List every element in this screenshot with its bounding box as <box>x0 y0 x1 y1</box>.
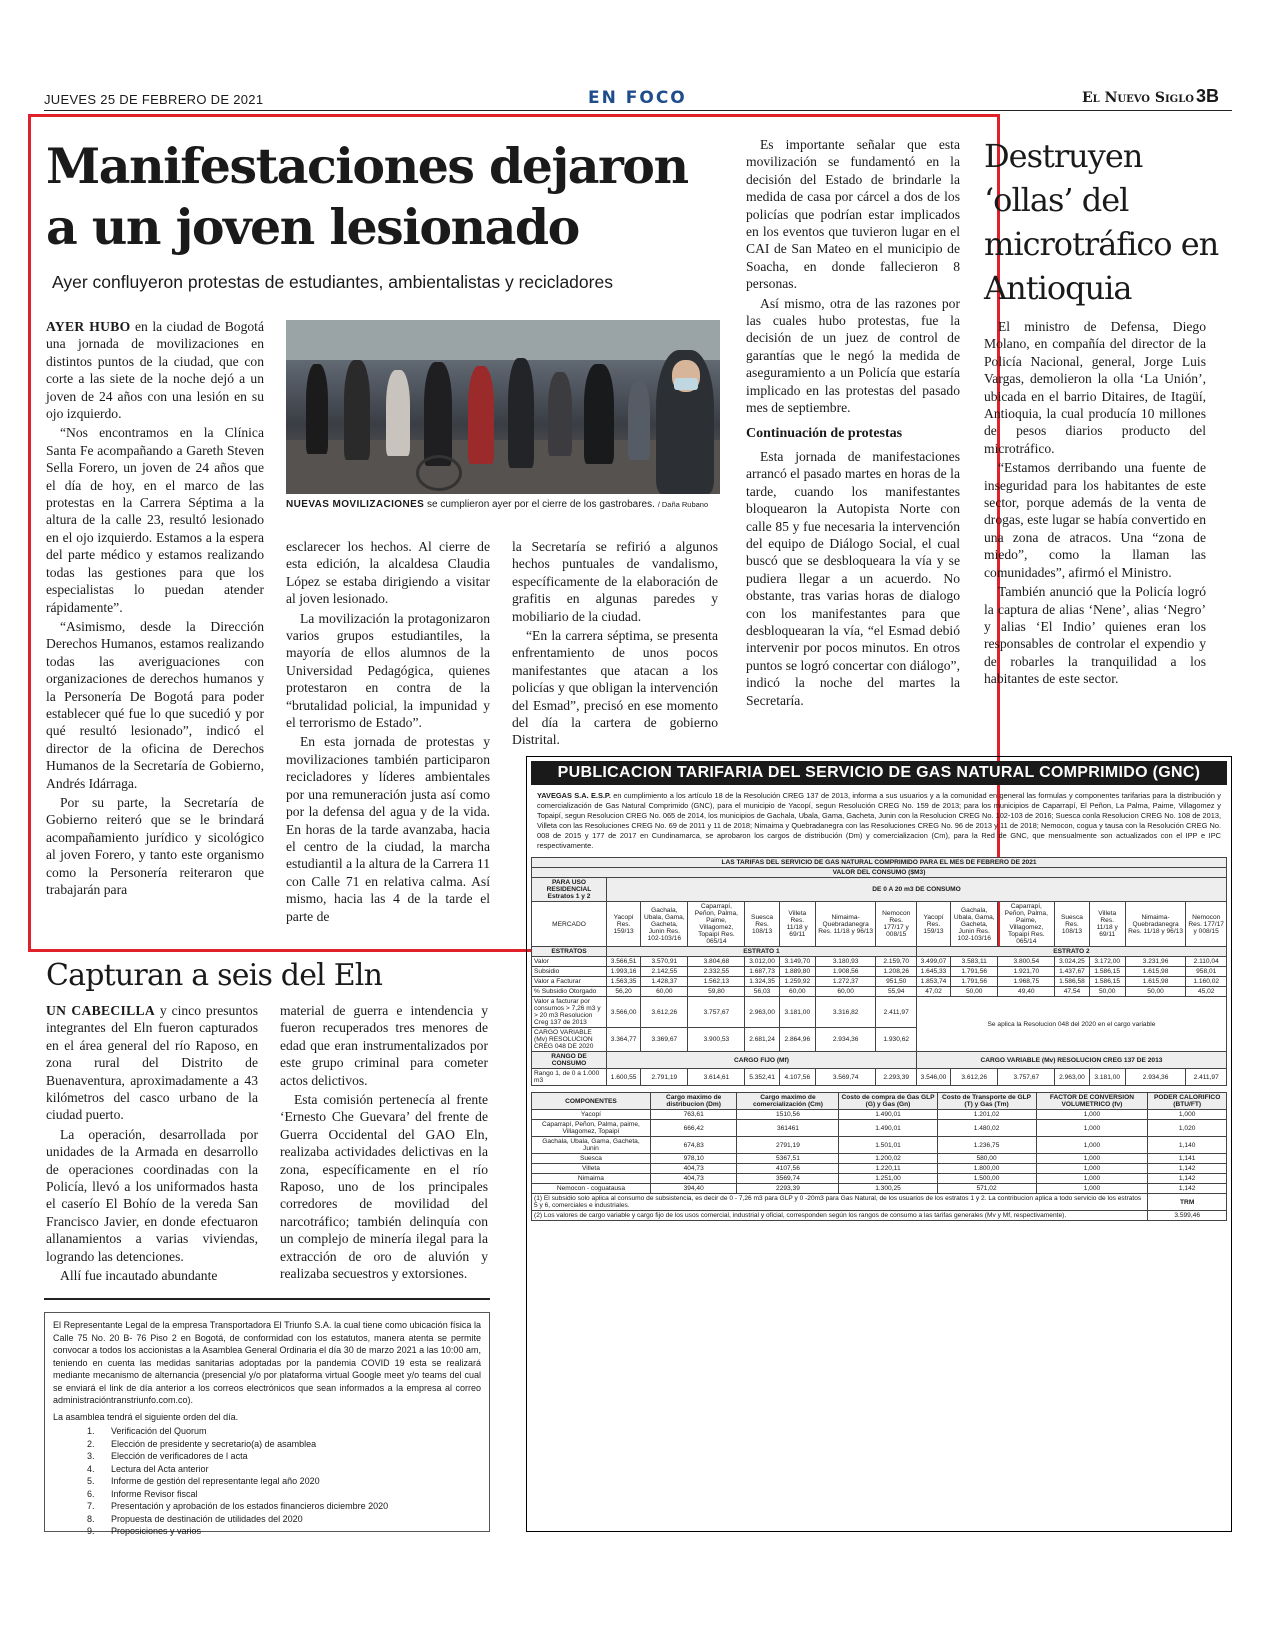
table-cell: 580,00 <box>937 1154 1036 1164</box>
table-cell: Nimaima <box>532 1174 651 1184</box>
table-cell: 56,03 <box>745 987 779 997</box>
paragraph: En esta jornada de protestas y movilizaciones también participaron recicladores y líderes ambientales por una remuneración justa así como por la defensa del agua y de la vida. En horas de la tarde avanzaba, hacia el centro de la ciudad, la marcha estudiantil a la altura de la Carrera 11 con Calle 71 en relativa calma. Así mismo, hacia las 4 de la tarde el parte de <box>286 734 490 924</box>
agenda-list <box>53 1425 481 1538</box>
table-cell: 45,02 <box>1186 987 1227 997</box>
paragraph: la Secretaría se refirió a algunos hechos puntuales de vandalismo, específicamente de la elaboración de grafitis en algunas paredes y mobiliario de la ciudad. <box>512 539 718 624</box>
table-cell: 1.586,58 <box>1055 977 1089 987</box>
table-cell: 59,80 <box>688 987 745 997</box>
table-cell: Villeta Res. 11/18 y 69/11 <box>779 902 815 947</box>
table-cell: 3.569,74 <box>815 1069 876 1086</box>
agenda-item: 9. Proposiciones y varios <box>97 1525 481 1538</box>
table-cell: 3.614,61 <box>688 1069 745 1086</box>
table-cell: 2.934,36 <box>815 1028 876 1052</box>
table-cell: 1.889,80 <box>779 967 815 977</box>
paragraph: También anunció que la Policía logró la captura de alias ‘Nene’, alias ‘Negro’ y alias ‘El Indio’ quienes eran los responsables de controlar el expendio y de robarles la tranquilidad a los habitantes de este sector. <box>984 584 1206 687</box>
tariff-title: PUBLICACION TARIFARIA DEL SERVICIO DE GAS NATURAL COMPRIMIDO (GNC) <box>531 761 1227 785</box>
table-row <box>532 1174 1227 1184</box>
table-row <box>532 957 1227 967</box>
table-cell: 60,00 <box>779 987 815 997</box>
table-row <box>532 967 1227 977</box>
table-cell: 1.324,35 <box>745 977 779 987</box>
table-cell: 55,94 <box>876 987 916 997</box>
table-subtitle: VALOR DEL CONSUMO ($M3) <box>532 868 1227 878</box>
table-cell: Valor a Facturar <box>532 977 607 987</box>
table-cell: 361461 <box>737 1120 839 1137</box>
protest-photo <box>286 320 720 494</box>
table-cell: 60,00 <box>641 987 688 997</box>
table-row <box>532 902 1227 947</box>
table-cell: 1,000 <box>1036 1110 1148 1120</box>
table-cell: 1,142 <box>1148 1164 1227 1174</box>
table-cell: 50,00 <box>1125 987 1186 997</box>
table-cell: 3.566,00 <box>607 997 641 1028</box>
table-cell: 2.791,19 <box>641 1069 688 1086</box>
table-cell: 2.963,00 <box>1055 1069 1089 1086</box>
table-cell: 56,20 <box>607 987 641 997</box>
table-cell: PODER CALORIFICO (BTU/FT) <box>1148 1093 1227 1110</box>
table-cell: 1.968,75 <box>998 977 1055 987</box>
table-cell: 1.490,01 <box>839 1110 937 1120</box>
table-cell: 1.921,70 <box>998 967 1055 977</box>
table-cell: 1.251,00 <box>839 1174 937 1184</box>
paragraph: material de guerra e intendencia y fueron recuperados tres menores de edad que eran instrumentalizados por este grupo criminal para cometer actos delictivos. <box>280 1003 488 1088</box>
table-cell: 404,73 <box>650 1164 737 1174</box>
eln-column-2 <box>280 1002 488 1285</box>
table-cell: Nemocon - coguatausa <box>532 1184 651 1194</box>
table-cell: % Subsidio Otorgado <box>532 987 607 997</box>
table-cell: 3.231,96 <box>1125 957 1186 967</box>
table-cell: 3.757,67 <box>998 1069 1055 1086</box>
main-column-4 <box>746 136 960 711</box>
table-cell: 978,10 <box>650 1154 737 1164</box>
table-row: Valor a facturar por consumos > 7,26 m3 y > 20 m3 Resolucion Creg 137 de 2013 3.566,00 3.612,26 3.757,67 2.963,00 3.181,00 3.316,82 2.411,97 Se aplica la Resolucion 048 del 2020 en el cargo variable <box>532 997 1227 1028</box>
table-cell: 3.546,00 <box>916 1069 950 1086</box>
table-cell: Caparrapí, Peñon, Palma, Paime, Villagomez, Topaipí Res. 065/14 <box>688 902 745 947</box>
mercado-label: MERCADO <box>532 902 607 947</box>
eln-bottom-rule <box>44 1298 490 1300</box>
table-cell: Cargo maximo de distribucion (Dm) <box>650 1093 737 1110</box>
notice-intro: El Representante Legal de la empresa Transportadora El Triunfo S.A. la cual tiene como ubicación física la Calle 75 No. 20 B- 76 Piso 2 en Bogotá, de conformidad con los estatutos, manera atenta se permite convocar a todos los accionistas a la Asamblea General Ordinaria el día 30 de marzo 2021 a las 10:00 am, teniendo en cuenta las medidas sanitarias adoptadas por la pandemia COVID 19 esta se realizará mediante mecanismo de alternancia (presencial y/o por plataforma virtual Google meet y/o teams del cual se enviará el link de día anterior a los correos electrónicos que sean informados a la empresa al correo administracióntranstriunfo.com.co). <box>53 1320 481 1405</box>
table-cell: 1.480,02 <box>937 1120 1036 1137</box>
table-cell: 1.586,15 <box>1089 967 1125 977</box>
header-rule <box>44 110 1232 111</box>
tariff-table <box>531 857 1227 1086</box>
table-row <box>532 1137 1227 1154</box>
table-cell: 1.930,62 <box>876 1028 916 1052</box>
table-cell: 394,40 <box>650 1184 737 1194</box>
table-cell: 1.428,37 <box>641 977 688 987</box>
agenda-item: 7. Presentación y aprobación de los estados financieros diciembre 2020 <box>97 1500 481 1513</box>
shareholders-notice <box>44 1312 490 1536</box>
agenda-item: 6. Informe Revisor fiscal <box>97 1488 481 1501</box>
table-cell: 1.853,74 <box>916 977 950 987</box>
table-cell: 1.586,15 <box>1089 977 1125 987</box>
agenda-item: 5. Informe de gestión del representante legal año 2020 <box>97 1475 481 1488</box>
lead-words: AYER HUBO <box>46 319 131 334</box>
paragraph: Allí fue incautado abundante <box>60 1268 218 1284</box>
table-cell: 2.110,04 <box>1186 957 1227 967</box>
components-table <box>531 1092 1227 1221</box>
table-row: RANGO DE CONSUMO CARGO FIJO (Mf) CARGO VARIABLE (Mv) RESOLUCION CREG 137 DE 2013 <box>532 1052 1227 1069</box>
table-cell: 1,000 <box>1036 1184 1148 1194</box>
agenda-item: 2. Elección de presidente y secretario(a) de asamblea <box>97 1438 481 1451</box>
table-cell: Nimaima-Quebradanegra Res. 11/18 y 96/13 <box>1125 902 1186 947</box>
table-row: CARGO VARIABLE (Mv) RESOLUCION CREG 048 DE 2020 3.364,77 3.369,67 3.900,53 2.681,24 2.864,96 2.934,36 1.930,62 <box>532 1028 1227 1052</box>
paragraph: esclarecer los hechos. Al cierre de esta edición, la alcaldesa Claudia López se estaba dirigiendo a visitar al joven lesionado. <box>286 539 490 607</box>
table-cell: 958,01 <box>1186 967 1227 977</box>
paragraph: “Estamos derribando una fuente de inseguridad para los habitantes de este sector, porque además de la venta de drogas, este lugar se había convertido en una zona de atracos. Una “zona de miedo”, como la llaman las comunidades”, afirmó el Ministro. <box>984 460 1206 580</box>
table-cell: Costo de compra de Gas GLP (G) y Gas (Gn) <box>839 1093 937 1110</box>
agenda-item: 8. Propuesta de destinación de utilidades del 2020 <box>97 1513 481 1526</box>
table-cell: Gachala, Ubala, Gama, Gacheta, Junin <box>532 1137 651 1154</box>
table-cell: 1,000 <box>1036 1137 1148 1154</box>
table-cell: 3.172,00 <box>1089 957 1125 967</box>
main-column-1: AYER HUBO en la ciudad de Bogotá una jornada de movilizaciones en distintos puntos de la ciudad, que con corte a las siete de la noche dejó a un joven de 24 años con una lesión en su ojo izquierdo. “Nos encontramos en la Clínica Santa Fe acompañando a Gareth Steven Sella Forero, un joven de 24 años que el día de hoy, en el marco de las protestas en la Carrera Séptima a la altura de la calle 23, resultó lesionado en el ojo izquierdo. Estamos a la espera del parte médico y estamos realizando todas las gestiones para que los especialistas lo puedan atender rápidamente”. “Asimismo, desde la Dirección Derechos Humanos, estamos realizando todas las averiguaciones con organizaciones de derechos humanos y la Personería De Bogotá para poder establecer qué fue lo que sucedió y por qué resultó lesionado”, indicó el director de la oficina de Derechos Humanos de la Secretaría de Gobierno, Andrés Idárraga. Por su parte, la Secretaría de Gobierno reiteró que se le brindará acompañamiento jurídico y sicológico al joven Forero, y tanto este organismo como la Personería reiteraron que trabajarán para <box>46 319 264 897</box>
table-cell: 1.645,33 <box>916 967 950 977</box>
table-cell: 2293,39 <box>737 1184 839 1194</box>
table-cell: FACTOR DE CONVERSION VOLUMETRICO (fv) <box>1036 1093 1148 1110</box>
table-cell: 60,00 <box>815 987 876 997</box>
paragraph: Esta comisión pertenecía al frente ‘Ernesto Che Guevara’ del frente de Guerra Occidental del GAO Eln, realizaba actividades delictivas en la zona, específicamente en el río Raposo, uno de los principales corredores de movilidad del narcotráfico; también delinquía con un complejo de minería ilegal para la extracción de oro de aluvión y realizaba secuestros y extorsiones. <box>280 1092 488 1282</box>
table-cell: 1,140 <box>1148 1137 1227 1154</box>
table-cell: 3.612,26 <box>641 997 688 1028</box>
table-cell: 3.149,70 <box>779 957 815 967</box>
table-cell: Gachala, Ubala, Gama, Gacheta, Junin Res. 102-103/16 <box>641 902 688 947</box>
table-cell: 3.012,00 <box>745 957 779 967</box>
table-row: ESTRATOS ESTRATO 1 ESTRATO 2 <box>532 947 1227 957</box>
table-cell: 1510,56 <box>737 1110 839 1120</box>
table-cell: Cargo maximo de comercialización (Cm) <box>737 1093 839 1110</box>
table-cell: 3.612,26 <box>951 1069 998 1086</box>
table-cell: 1.200,02 <box>839 1154 937 1164</box>
table-cell: 3.804,68 <box>688 957 745 967</box>
table-cell: 3.900,53 <box>688 1028 745 1052</box>
table-cell: 1,000 <box>1036 1174 1148 1184</box>
table-cell: 5.352,41 <box>745 1069 779 1086</box>
table-cell: 4107,56 <box>737 1164 839 1174</box>
agenda-item: 3. Elección de verificadores de l acta <box>97 1450 481 1463</box>
photo-caption <box>286 498 716 512</box>
table-cell: 3.583,11 <box>951 957 998 967</box>
table-cell: 763,61 <box>650 1110 737 1120</box>
paragraph: “Asimismo, desde la Dirección Derechos Humanos, estamos realizando todas las averiguaciones con organizaciones de derechos humanos y la Personería De Bogotá para poder establecer qué fue lo que sucedió y por qué resultó lesionado”, indicó el director de la oficina de Derechos Humanos de la Secretaría de Gobierno, Andrés Idárraga. <box>46 618 264 791</box>
table-cell: 1,000 <box>1148 1110 1227 1120</box>
newspaper-name: El Nuevo Siglo <box>1082 90 1194 106</box>
table-cell: 1,000 <box>1036 1120 1148 1137</box>
table-cell: 3.499,07 <box>916 957 950 967</box>
table-cell: 47,54 <box>1055 987 1089 997</box>
table-cell: Nimaima-Quebradanegra Res. 11/18 y 96/13 <box>815 902 876 947</box>
main-column-2 <box>286 538 490 927</box>
table-title: LAS TARIFAS DEL SERVICIO DE GAS NATURAL COMPRIMIDO PARA EL MES DE FEBRERO DE 2021 <box>532 858 1227 868</box>
table-cell: 571,02 <box>937 1184 1036 1194</box>
table-row <box>532 977 1227 987</box>
table-cell: 1.800,00 <box>937 1164 1036 1174</box>
section-subhead: Continuación de protestas <box>746 425 903 441</box>
table-cell: 3.570,91 <box>641 957 688 967</box>
table-cell: Nemocon Res. 177/17 y 008/15 <box>876 902 916 947</box>
table-cell: 3.566,51 <box>607 957 641 967</box>
tariff-intro: YAVEGAS S.A. E.S.P. en cumplimiento a los artículo 18 de la Resolución CREG 137 de 2013, informa a sus usuarios y a la comunidad en general las formulas y componentes tarifarias para la distribución y comercialización de Gas Natural Comprimido (GNC), para el municipio de Yacopí, segun Resolución CREG No. 159 de 2013; para los municipios de Caparrapí, El Peñon, La Palma, Paime, Villagomez y Topaipí, segun Resolucion CREG No. 065 de 2014, los municipios de Gachala, Ubala, Gama, Gacheta, Junin con la Resolucion CREG No. 102-103 de 2016; Suesca conla Resolucion CREG No. 108 de 2013, Villeta con las Resoluciones CREG No. 69 de 2011 y 11 de 2018; Nimaima y Quebradanegra con las Resoluciones CREG No. 96 de 2013 y 11 de 2018; Nemocon, cogua y tausa con la Resolución CREG No. 008 de 2015 y 177 de 2017 en Cundinamarca, se aprobaron los cargos de distribución (Dm) y comercializacion (Cm), para la Red de GNC, que mensualmente son actualizados con el IPP e IPC respectivamente. <box>537 791 1221 850</box>
table-row: Rango 1, de 0 a 1.000 m3 1.600,55 2.791,19 3.614,61 5.352,41 4.107,56 3.569,74 2.293,39 3.546,00 3.612,26 3.757,67 2.963,00 3.181,00 2.934,36 2.411,97 <box>532 1069 1227 1086</box>
table-row: (2) Los valores de cargo variable y cargo fijo de los usos comercial, industrial y oficial, corresponden según los rangos de consumo a las tarifas generales (Mv y Mf, respectivamente). 3.599,46 <box>532 1211 1227 1221</box>
side-headline: Destruyen ‘ollas’ del microtráfico en Antioquia <box>984 137 1219 307</box>
table-cell: 49,40 <box>998 987 1055 997</box>
paragraph: El ministro de Defensa, Diego Molano, en compañía del director de la Policía Nacional, general, Jorge Luis Vargas, demolieron la olla ‘La Unión’, ubicada en el barrio Ditaires, de Itagüí, Antioquia, la cual producía 10 millones de pesos diarios producto del microtráfico. <box>984 319 1206 456</box>
lead-words: UN CABECILLA <box>46 1003 155 1018</box>
side-column <box>984 318 1206 690</box>
table-cell: 1.791,56 <box>951 977 998 987</box>
table-cell: 2.293,39 <box>876 1069 916 1086</box>
table-cell: 1,000 <box>1036 1154 1148 1164</box>
table-cell: 2.681,24 <box>745 1028 779 1052</box>
main-column-3 <box>512 538 718 751</box>
table-cell: 1,142 <box>1148 1184 1227 1194</box>
table-row <box>532 1184 1227 1194</box>
table-cell: Suesca <box>532 1154 651 1164</box>
page-number: 3B <box>1196 86 1220 106</box>
table-cell: 1.259,92 <box>779 977 815 987</box>
table-row <box>532 1154 1227 1164</box>
table-cell: Suesca Res. 108/13 <box>1055 902 1089 947</box>
paragraph: Es importante señalar que esta movilización se fundamentó en la decisión del Estado de brindarle la medida de casa por cárcel a dos de los policías que podrían estar implicados en los eventos que tuvieron lugar en el CAI de San Mateo en el municipio de Soacha, en donde fallecieron 8 personas. <box>746 137 960 292</box>
caption-credit: / Daña Rubano <box>657 500 709 509</box>
table-cell: 3.316,82 <box>815 997 876 1028</box>
table-cell: 4.107,56 <box>779 1069 815 1086</box>
paragraph: “En la carrera séptima, se presenta enfrentamiento de unos pocos manifestantes que atacan a los policías y que obligan la intervención del Esmad”, precisó en ese momento del día la cartera de gobierno Distrital. <box>512 628 718 748</box>
table-cell: 666,42 <box>650 1120 737 1137</box>
table-cell: 3569,74 <box>737 1174 839 1184</box>
table-cell: Villeta <box>532 1164 651 1174</box>
table-cell: 2791,19 <box>737 1137 839 1154</box>
table-cell: 3.800,54 <box>998 957 1055 967</box>
table-cell: 2.963,00 <box>745 997 779 1028</box>
table-cell: 1,000 <box>1036 1164 1148 1174</box>
table-cell: Se aplica la Resolucion 048 del 2020 en el cargo variable <box>916 997 1226 1052</box>
table-cell: 1.993,16 <box>607 967 641 977</box>
table-cell: 1.562,13 <box>688 977 745 987</box>
table-cell: Yacopí <box>532 1110 651 1120</box>
table-cell: 1.687,73 <box>745 967 779 977</box>
table-cell: 1.490,01 <box>839 1120 937 1137</box>
table-cell: 1,020 <box>1148 1120 1227 1137</box>
table-cell: 1.908,56 <box>815 967 876 977</box>
eln-column-1: UN CABECILLA y cinco presuntos integrantes del Eln fueron capturados en el área general del río Raposo, en zona rural del Distrito de Buenaventura, aproximadamente a 43 kilómetros del casco urbano de la ciudad puerto. La operación, desarrollada por unidades de la Armada en desarrollo de operaciones coordinadas con la Policía, llevó a los uniformados hasta el caserío El Bohío de la vereda San Francisco Javier, en donde efectuaron allanamientos a varias viviendas, logrando las detenciones. Allí fue incautado abundante <box>46 1003 259 1284</box>
table-cell: 50,00 <box>951 987 998 997</box>
table-cell: 2.142,55 <box>641 967 688 977</box>
table-cell: 50,00 <box>1089 987 1125 997</box>
header-date: JUEVES 25 DE FEBRERO DE 2021 <box>44 92 264 107</box>
paragraph: Así mismo, otra de las razones por las cuales hubo protestas, fue la decisión de un juez de control de garantías que le negó la medida de aseguramiento a un Policía que estaría implicado en las protestas del pasado mes de septiembre. <box>746 295 960 416</box>
table-row <box>532 1110 1227 1120</box>
paragraph: Esta jornada de manifestaciones arrancó el pasado martes en horas de la tarde, cuando los manifestantes bloquearon la Autopista Norte con calle 85 y fue necesaria la intervención del equipo de Diálogo Social, el cual buscó que se desbloqueara la vía y se pudiera llegar a un acuerdo. No obstante, tras varias horas de dialogo con los manifestantes para que desbloquearan la vía, “el Esmad debió intervenir por pocos minutos. En otros puntos se logró concertar con diálogo”, indicó la noche del martes la Secretaría. <box>746 448 960 708</box>
table-cell: 3.181,00 <box>779 997 815 1028</box>
uso-label: PARA USO RESIDENCIAL Estratos 1 y 2 <box>532 878 607 902</box>
table-cell: 5367,51 <box>737 1154 839 1164</box>
table-cell: 1.208,26 <box>876 967 916 977</box>
table-cell: Villeta Res. 11/18 y 69/11 <box>1089 902 1125 947</box>
paragraph: La movilización la protagonizaron varios grupos estudiantiles, la mayoría de ellos alumnos de la Universidad Pedagógica, quienes protestaron en contra de la “brutalidad policial, la impunidad y el terrorismo de Estado”. <box>286 610 490 731</box>
table-cell: 1.600,55 <box>607 1069 641 1086</box>
table-cell: 1.437,67 <box>1055 967 1089 977</box>
headline-line-1: Manifestaciones dejaron <box>46 137 688 195</box>
table-cell: 1.791,56 <box>951 967 998 977</box>
table-cell: 1.615,98 <box>1125 977 1186 987</box>
table-cell: 2.934,36 <box>1125 1069 1186 1086</box>
table-cell: 2.411,97 <box>1186 1069 1227 1086</box>
eln-headline: Capturan a seis del Eln <box>46 958 383 993</box>
paragraph: La operación, desarrollada por unidades de la Armada en desarrollo de operaciones coordinadas con la Policía, llevó a los uniformados hasta el caserío El Bohío de la vereda San Francisco Javier, en donde efectuaron allanamientos a varias viviendas, logrando las detenciones. <box>46 1126 258 1264</box>
tariff-publication <box>526 756 1232 1532</box>
table-cell: Costo de Transporte de GLP (T) y Gas (Tm) <box>937 1093 1036 1110</box>
table-cell: 3.364,77 <box>607 1028 641 1052</box>
table-cell: 2.864,96 <box>779 1028 815 1052</box>
paragraph: Por su parte, la Secretaría de Gobierno reiteró que se le brindará acompañamiento jurídico y sicológico al joven Forero, y tanto este organismo como la Personería reiteraron que trabajarán para <box>46 794 264 897</box>
table-cell: 2.332,55 <box>688 967 745 977</box>
table-cell: Gachala, Ubala, Gama, Gacheta, Junin Res. 102-103/16 <box>951 902 998 947</box>
table-cell: 3.369,67 <box>641 1028 688 1052</box>
section-title: EN FOCO <box>588 88 687 108</box>
table-cell: 1.563,35 <box>607 977 641 987</box>
table-cell: 2.411,97 <box>876 997 916 1028</box>
table-cell: 3.180,93 <box>815 957 876 967</box>
table-cell: 674,83 <box>650 1137 737 1154</box>
table-cell: Valor <box>532 957 607 967</box>
table-cell: 404,73 <box>650 1174 737 1184</box>
table-cell: 3.757,67 <box>688 997 745 1028</box>
table-row <box>532 1093 1227 1110</box>
table-cell: 1.220,11 <box>839 1164 937 1174</box>
caption-text: se cumplieron ayer por el cierre de los gastrobares. <box>427 499 655 510</box>
table-row <box>532 987 1227 997</box>
table-row <box>532 1120 1227 1137</box>
table-row: (1) El subsidio solo aplica al consumo de subsistencia, es decir de 0 - 7,26 m3 para GLP y 0 -20m3 para Gas Natural, de los usuarios de los estratos 1 y 2. La contribucion aplica a todo servicio de los estratos 5 y 6, comerciales e industriales. TRM <box>532 1194 1227 1211</box>
table-cell: Nemocon Res. 177/17 y 008/15 <box>1186 902 1227 947</box>
table-cell: 3.024,25 <box>1055 957 1089 967</box>
notice-agenda-intro: La asamblea tendrá el siguiente orden del día. <box>53 1411 239 1422</box>
table-cell: 2.159,70 <box>876 957 916 967</box>
agenda-item: 1. Verificación del Quorum <box>97 1425 481 1438</box>
caption-label: NUEVAS MOVILIZACIONES <box>286 499 425 510</box>
table-cell: 951,50 <box>876 977 916 987</box>
table-cell: Yacopí Res. 159/13 <box>607 902 641 947</box>
table-cell: Yacopí Res. 159/13 <box>916 902 950 947</box>
table-cell: 1.160,02 <box>1186 977 1227 987</box>
headline-line-2: a un joven lesionado <box>46 198 579 256</box>
subheadline: Ayer confluyeron protestas de estudiantes, ambientalistas y recicladores <box>52 272 613 292</box>
table-cell: 1.501,01 <box>839 1137 937 1154</box>
table-cell: 47,02 <box>916 987 950 997</box>
table-row <box>532 1164 1227 1174</box>
table-cell: 1.236,75 <box>937 1137 1036 1154</box>
agenda-item: 4. Lectura del Acta anterior <box>97 1463 481 1476</box>
table-cell: 1.615,98 <box>1125 967 1186 977</box>
table-cell: 1.300,25 <box>839 1184 937 1194</box>
table-cell: 1.272,37 <box>815 977 876 987</box>
table-cell: Caparrapí, Peñon, Palma, Paime, Villagomez, Topaipí Res. 065/14 <box>998 902 1055 947</box>
table-cell: 1,142 <box>1148 1174 1227 1184</box>
table-cell: 1.201,02 <box>937 1110 1036 1120</box>
table-cell: 1,141 <box>1148 1154 1227 1164</box>
range-label: DE 0 A 20 m3 DE CONSUMO <box>607 878 1227 902</box>
table-cell: Suesca Res. 108/13 <box>745 902 779 947</box>
table-cell: 1.500,00 <box>937 1174 1036 1184</box>
table-cell: COMPONENTES <box>532 1093 651 1110</box>
paragraph: “Nos encontramos en la Clínica Santa Fe acompañando a Gareth Steven Sella Forero, un joven de 24 años que el día de hoy, en el marco de las protestas en la Carrera Séptima a la altura de la calle 23, resultó lesionado en el ojo izquierdo. Estamos a la espera del parte médico y estamos realizando todas las gestiones para que los especialistas lo puedan atender rápidamente”. <box>46 425 264 615</box>
table-cell: Caparrapí, Peñon, Palma, paime, Villagomez, Topaipí <box>532 1120 651 1137</box>
table-cell: 3.181,00 <box>1089 1069 1125 1086</box>
table-cell: Subsidio <box>532 967 607 977</box>
